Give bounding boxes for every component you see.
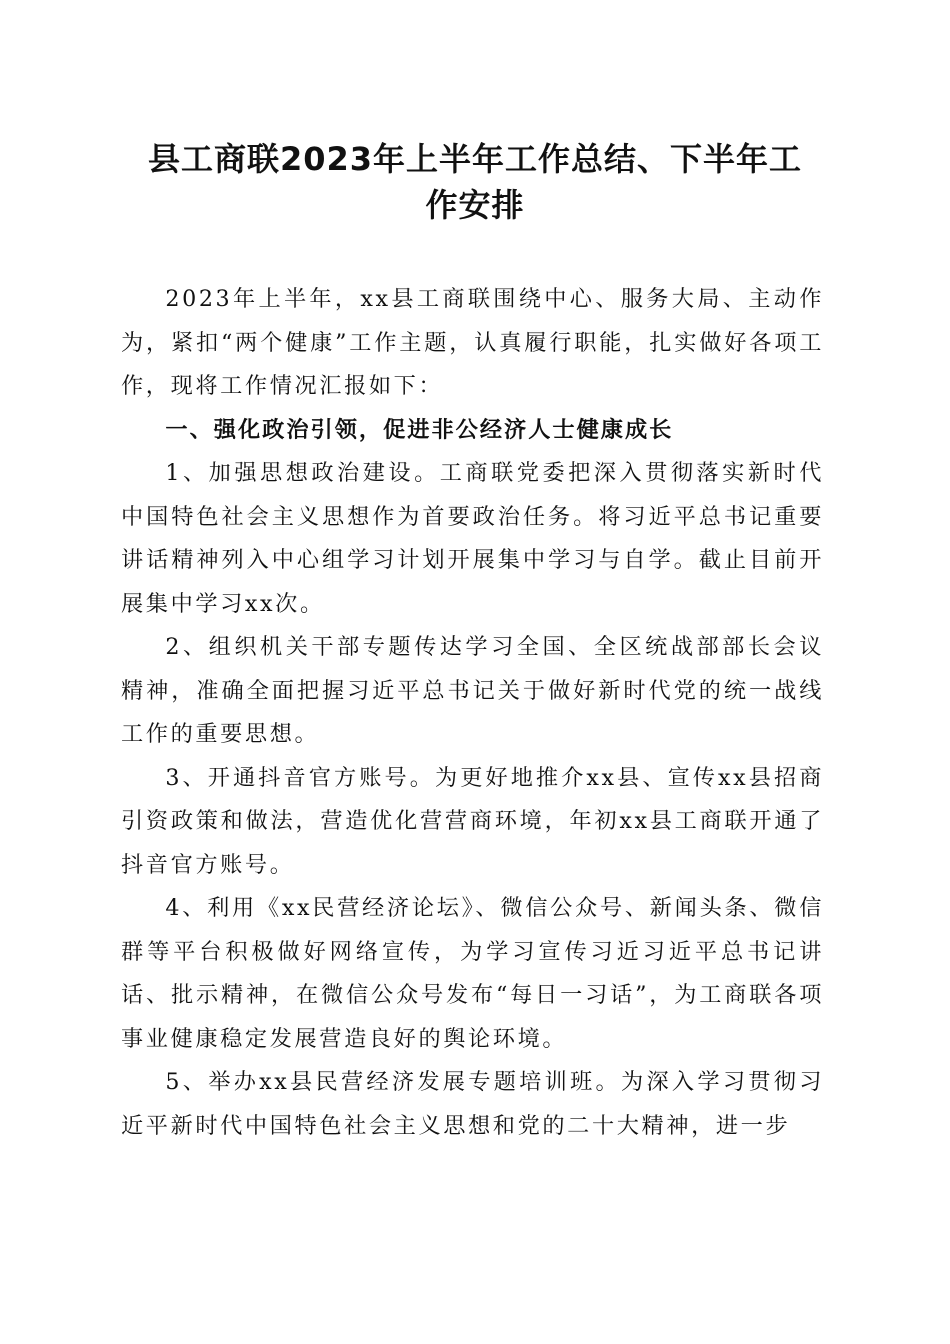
paragraph-item-3: 3、开通抖音官方账号。为更好地推介xx县、宣传xx县招商引资政策和做法，营造优化营营商环境，年初xx县工商联开通了抖音官方账号。 bbox=[121, 764, 824, 878]
paragraph-item-5: 5、举办xx县民营经济发展专题培训班。为深入学习贯彻习近平新时代中国特色社会主义思想和党的二十大精神，进一步 bbox=[121, 1069, 824, 1139]
title-line-2: 作安排 bbox=[425, 186, 525, 224]
section-heading-1: 一、强化政治引领，促进非公经济人士健康成长 bbox=[165, 416, 674, 443]
intro-paragraph: 2023年上半年，xx县工商联围绕中心、服务大局、主动作为，紧扣“两个健康”工作主题，认真履行职能，扎实做好各项工作，现将工作情况汇报如下： bbox=[121, 286, 824, 399]
paragraph-item-1: 1、加强思想政治建设。工商联党委把深入贯彻落实新时代中国特色社会主义思想作为首要政治任务。将习近平总书记重要讲话精神列入中心组学习计划开展集中学习与自学。截止目前开展集中学习xx次。 bbox=[121, 460, 824, 617]
title-line-1: 县工商联2023年上半年工作总结、下半年工 bbox=[147, 140, 803, 178]
document-body bbox=[121, 278, 824, 1148]
document-title bbox=[120, 136, 830, 228]
paragraph-item-2: 2、组织机关干部专题传达学习全国、全区统战部部长会议精神，准确全面把握习近平总书记关于做好新时代党的统一战线工作的重要思想。 bbox=[121, 634, 824, 747]
paragraph-item-4: 4、利用《xx民营经济论坛》、微信公众号、新闻头条、微信群等平台积极做好网络宣传，为学习宣传习近习近平总书记讲话、批示精神，在微信公众号发布“每日一习话”，为工商联各项事业健康稳定发展营造良好的舆论环境。 bbox=[121, 895, 824, 1052]
